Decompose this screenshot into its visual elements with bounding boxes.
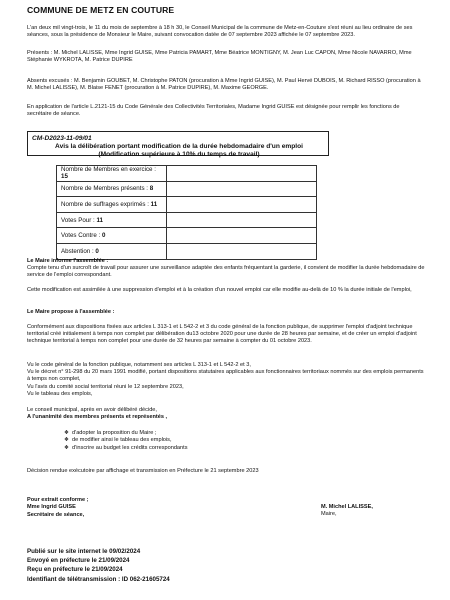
vote-label: Nombre de suffrages exprimés : [61,200,149,208]
table-row [57,197,317,213]
maire-propose-heading: Le Maire propose à l'assemblée : [27,309,115,315]
vu-tableau: Vu le tableau des emplois, [27,391,93,397]
table-row [57,181,317,197]
commune-title: COMMUNE DE METZ EN COUTURE [27,5,175,15]
table-row [57,212,317,228]
resolution-title [28,143,330,159]
publication-block [27,547,170,584]
unanimite-line: A l'unanimité des membres présents et représentés , [27,414,168,420]
compte-tenu-paragraph: Compte tenu d'un surcroît de travail pour assurer une surveillance adaptée des enfants fréquentant la garderie, il convient de modifier la durée hebdomadaire de service de l'emploi correspondant. [27,265,425,279]
decision-list [64,430,188,452]
table-row [57,228,317,244]
maire-title: Maire, [321,511,337,518]
list-item: ❖ d'inscrire au budget les crédits correspondants [64,444,188,451]
empty-cell [167,243,317,259]
publication-id: Identifiant de télétransmission : ID 062-21605724 [27,575,170,583]
resolution-id: CM-D2023-11-09/01 [32,135,92,142]
votes-table [56,165,317,260]
vote-value: 0 [101,232,106,240]
empty-cell [167,166,317,182]
vote-label: Nombre de Membres présents : [61,185,149,193]
conformement-paragraph: Conformément aux dispositions fixées aux articles L 313-1 et L 542-2 et 3 du code général de la fonction publique, de supprimer l'emploi d'adjoint technique territorial créé initialement à temps non complet par délibération du13 octobre 2020 pour une durée de 28 heures par semaine, et de créer un emploi d'adjoint technique territorial à temps non complet pour une durée de 32 heures par semaine à compter du 01 octobre 2023. [27,324,417,345]
secretaire-title: Secrétaire de séance, [27,511,85,518]
vote-value: 15 [61,173,68,181]
conseil-decide: Le conseil municipal, après en avoir délibéré décide, [27,407,157,413]
bullet-icon: ❖ [64,437,70,444]
vote-value: 0 [95,247,99,255]
table-row [57,243,317,259]
bullet-icon: ❖ [64,444,70,451]
maire-name: M. Michel LALISSE, [321,504,373,510]
resolution-title-line2: (Modification supérieure à 10% du temps de travail) [98,151,260,158]
list-item: ❖ d'adopter la proposition du Maire ; [64,430,157,436]
maire-informe-heading: Le Maire informe l'assemblée : [27,258,109,264]
table-row [57,166,317,182]
modification-paragraph: Cette modification est assimilée à une suppression d'emploi et à la création d'un nouvel emploi car elle modifie au-delà de 10 % la durée initiale de l'emploi, [27,287,412,293]
empty-cell [167,212,317,228]
list-item: ❖ de modifier ainsi le tableau des emplois, [64,437,172,444]
publication-envoye: Envoyé en préfecture le 21/09/2024 [27,557,130,565]
intro-paragraph: L'an deux mil vingt-trois, le 11 du mois de septembre à 18 h 30, le Conseil Municipal de la commune de Metz-en-Couture s'est réuni au lieu ordinaire de ses séances, sous la présidence de Monsieur le Maire, suivant convocation datée de 07 septembre 2023 affichée le 07 septembre 2023. [27,25,413,39]
bullet-icon: ❖ [64,430,70,436]
absents-paragraph: Absents excusés : M. Benjamin GOUBET, M. Christophe PATON (procuration à Mme Ingrid GUISE), M. Paul Hervé DUBOIS, M. Richard RISSO (procuration à M. Michel LALISSE), M. Blaise FENET (procuration à M. Patrice DUPIRE), M. Maxime GEORGE. [27,78,421,92]
empty-cell [167,197,317,213]
secretary-paragraph: En application de l'article L.2121-15 du Code Générale des Collectivités Territoriales, Madame Ingrid GUISE est désignée pour remplir les fonctions de secrétaire de séance. [27,104,400,118]
empty-cell [167,181,317,197]
resolution-title-line1: Avis la délibération portant modification de la durée hebdomadaire d'un emploi [55,143,303,150]
secretaire-name: Mme Ingrid GUISE [27,504,76,511]
vote-label: Nombre de Membres en exercice : [61,166,156,174]
vote-value: 11 [96,216,103,224]
resolution-box [27,131,329,156]
vote-label: Votes Pour : [61,216,95,224]
empty-cell [167,228,317,244]
vu-code-general: Vu le code général de la fonction publique, notamment ses articles L 313-1 et L 542-2 et 3, [27,362,251,368]
executoire-line: Décision rendue exécutoire par affichage et transmission en Préfecture le 21 septembre 2023 [27,468,259,474]
vote-label: Votes Contre : [61,232,101,240]
signature-maire [321,504,373,519]
publication-website: Publié sur le site internet le 09/02/2024 [27,548,141,555]
vu-decret: Vu le décret n° 91-298 du 20 mars 1991 modifié, portant dispositions statutaires applicables aux fonctionnaires territoriaux nommés sur des emplois permanents à temps non complet, [27,369,424,383]
signature-extract-label: Pour extrait conforme ; [27,497,89,503]
vote-label: Abstention : [61,247,94,255]
vu-avis-comite: Vu l'avis du comité social territorial réuni le 12 septembre 2023, [27,384,184,390]
vote-value: 11 [150,200,158,208]
presents-paragraph: Présents : M. Michel LALISSE, Mme Ingrid GUISE, Mme Patricia PAMART, Mme Béatrice MONTIGNY, M. Jean Luc CAPON, Mme Nicole NAVARRO, Mme Stéphanie WYKROTA, M. Patrice DUPIRE [27,50,412,64]
publication-recu: Reçu en préfecture le 21/09/2024 [27,566,123,574]
signature-secretaire [27,497,89,519]
vote-value: 8 [149,185,154,193]
